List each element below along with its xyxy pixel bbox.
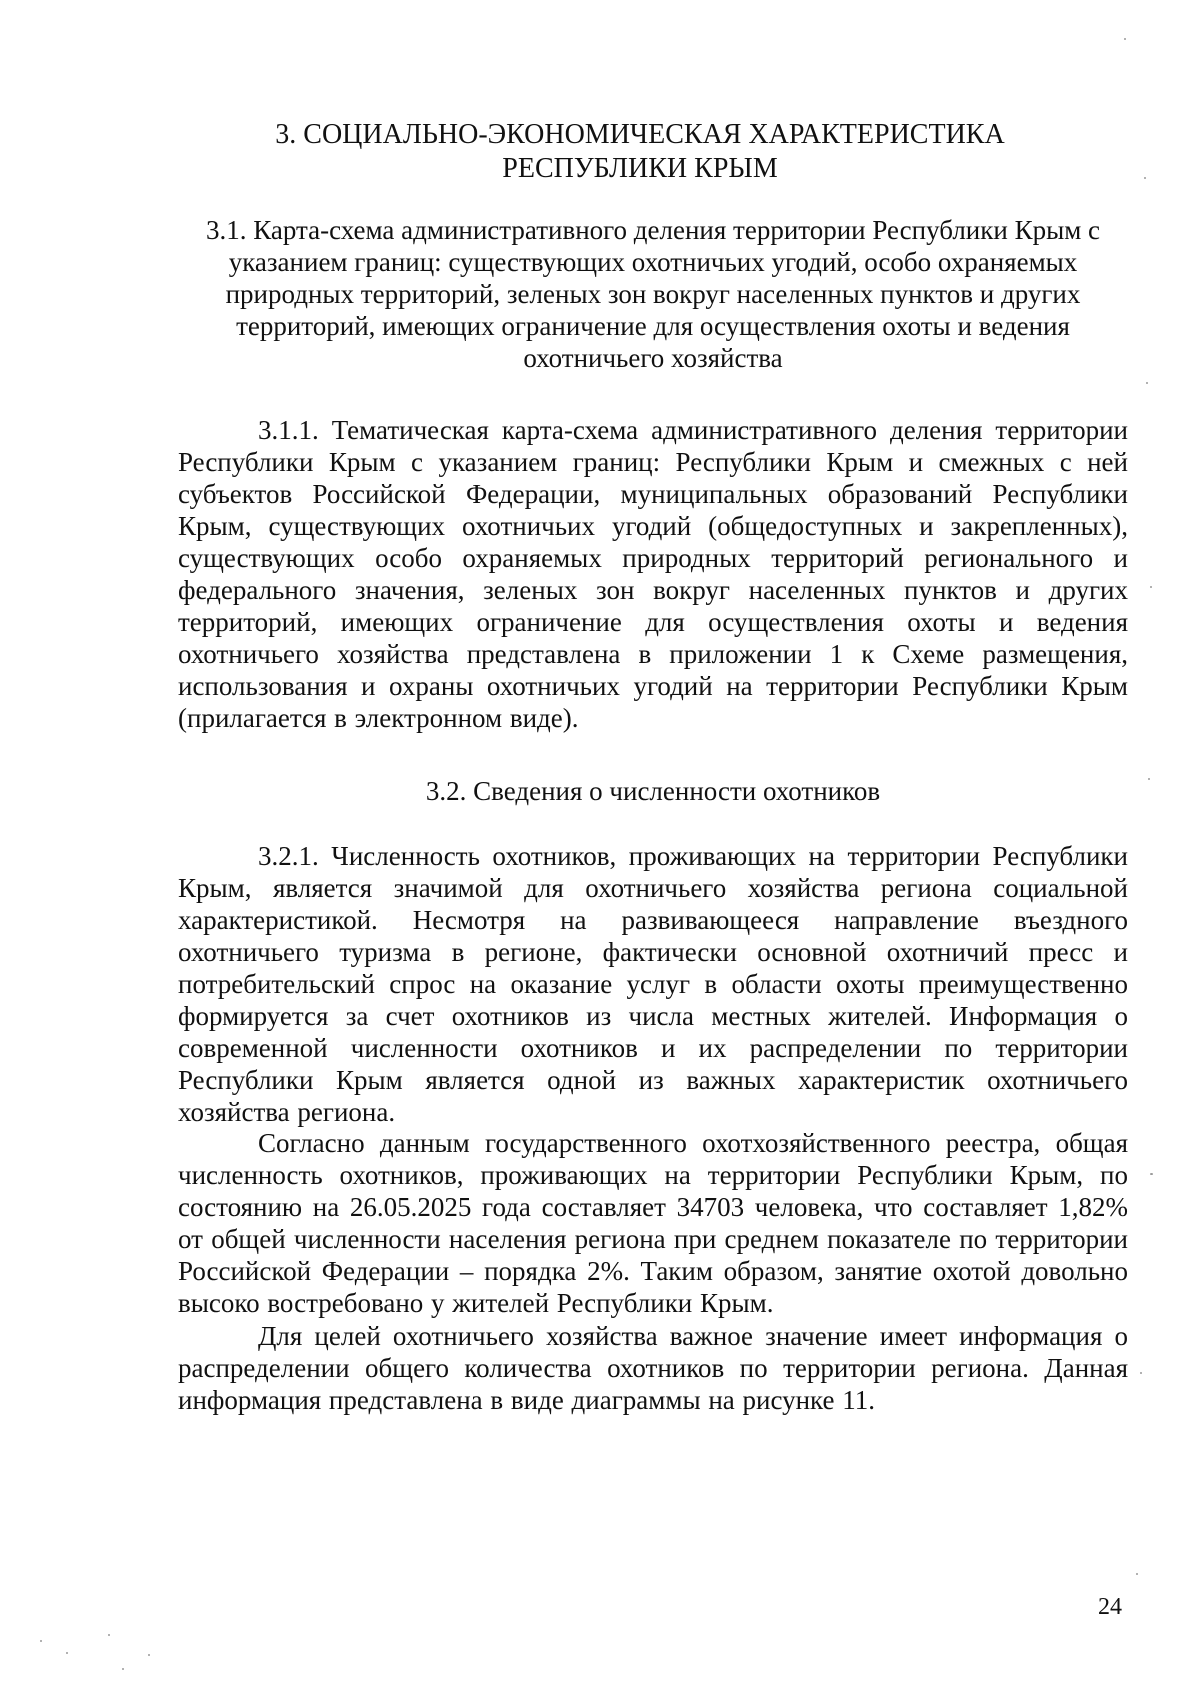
paragraph-3-1-1: 3.1.1. Тематическая карта-схема административного деления территории Республики Крым с указанием границ: Республики Крым и смежных с ней субъектов Российской Федерации, муниципальных образований Республики Крым, существующих охотничьих угодий (общедоступных и закрепленных), существующих особо охраняемых природных территорий регионального и федерального значения, зеленых зон вокруг населенных пунктов и других территорий, имеющих ограничение для осуществления охоты и ведения охотничьего хозяйства представлена в приложении 1 к Схеме размещения, использования и охраны охотничьих угодий на территории Республики Крым (прилагается в электронном виде). [178, 415, 1128, 733]
title-line-2: РЕСПУБЛИКИ КРЫМ [502, 153, 778, 184]
scan-speck [1140, 1372, 1142, 1374]
page-title [240, 118, 1040, 186]
page-number: 24 [1098, 1594, 1122, 1620]
scan-speck [122, 1668, 124, 1670]
scan-speck [1150, 586, 1152, 588]
scan-speck [1124, 38, 1126, 40]
section-3-2-heading: 3.2. Сведения о численности охотников [425, 776, 881, 806]
section-3-1-heading: 3.1. Карта-схема административного деления территории Республики Крым с указанием границ: существующих охотничьих угодий, особо охраняемых природных территорий, зеленых зон вокруг населенных пунктов и других территорий, имеющих ограничение для осуществления охоты и ведения охотничьего хозяйства [205, 215, 1101, 373]
scan-speck [1146, 382, 1148, 384]
paragraph-3-2-1: 3.2.1. Численность охотников, проживающих на территории Республики Крым, является значимой для охотничьего хозяйства региона социальной характеристикой. Несмотря на развивающееся направление въездного охотничьего туризма в регионе, фактически основной охотничий пресс и потребительский спрос на оказание услуг в области охоты преимущественно формируется за счет охотников из числа местных жителей. Информация о современной численности охотников и их распределении по территории Республики Крым является одной из важных характеристик охотничьего хозяйства региона. [178, 841, 1128, 1127]
scan-speck [1144, 177, 1146, 179]
scan-speck [1136, 1573, 1138, 1575]
scan-speck [40, 1640, 42, 1642]
scan-speck [1148, 778, 1150, 780]
scan-speck [108, 1634, 110, 1636]
scan-speck [66, 1652, 68, 1654]
paragraph-hunters-count: Согласно данным государственного охотхозяйственного реестра, общая численность охотников, проживающих на территории Республики Крым, по состоянию на 26.05.2025 года составляет 34703 человека, что составляет 1,82% от общей численности населения региона при среднем показателе по территории Российской Федерации – порядка 2%. Таким образом, занятие охотой довольно высоко востребовано у жителей Республики Крым. [178, 1128, 1128, 1318]
scan-speck [1150, 1173, 1153, 1175]
scan-speck [148, 1654, 150, 1656]
title-line-1: 3. СОЦИАЛЬНО-ЭКОНОМИЧЕСКАЯ ХАРАКТЕРИСТИКА [275, 119, 1005, 150]
paragraph-distribution: Для целей охотничьего хозяйства важное значение имеет информация о распределении общего количества охотников по территории региона. Данная информация представлена в виде диаграммы на рисунке 11. [178, 1321, 1128, 1415]
